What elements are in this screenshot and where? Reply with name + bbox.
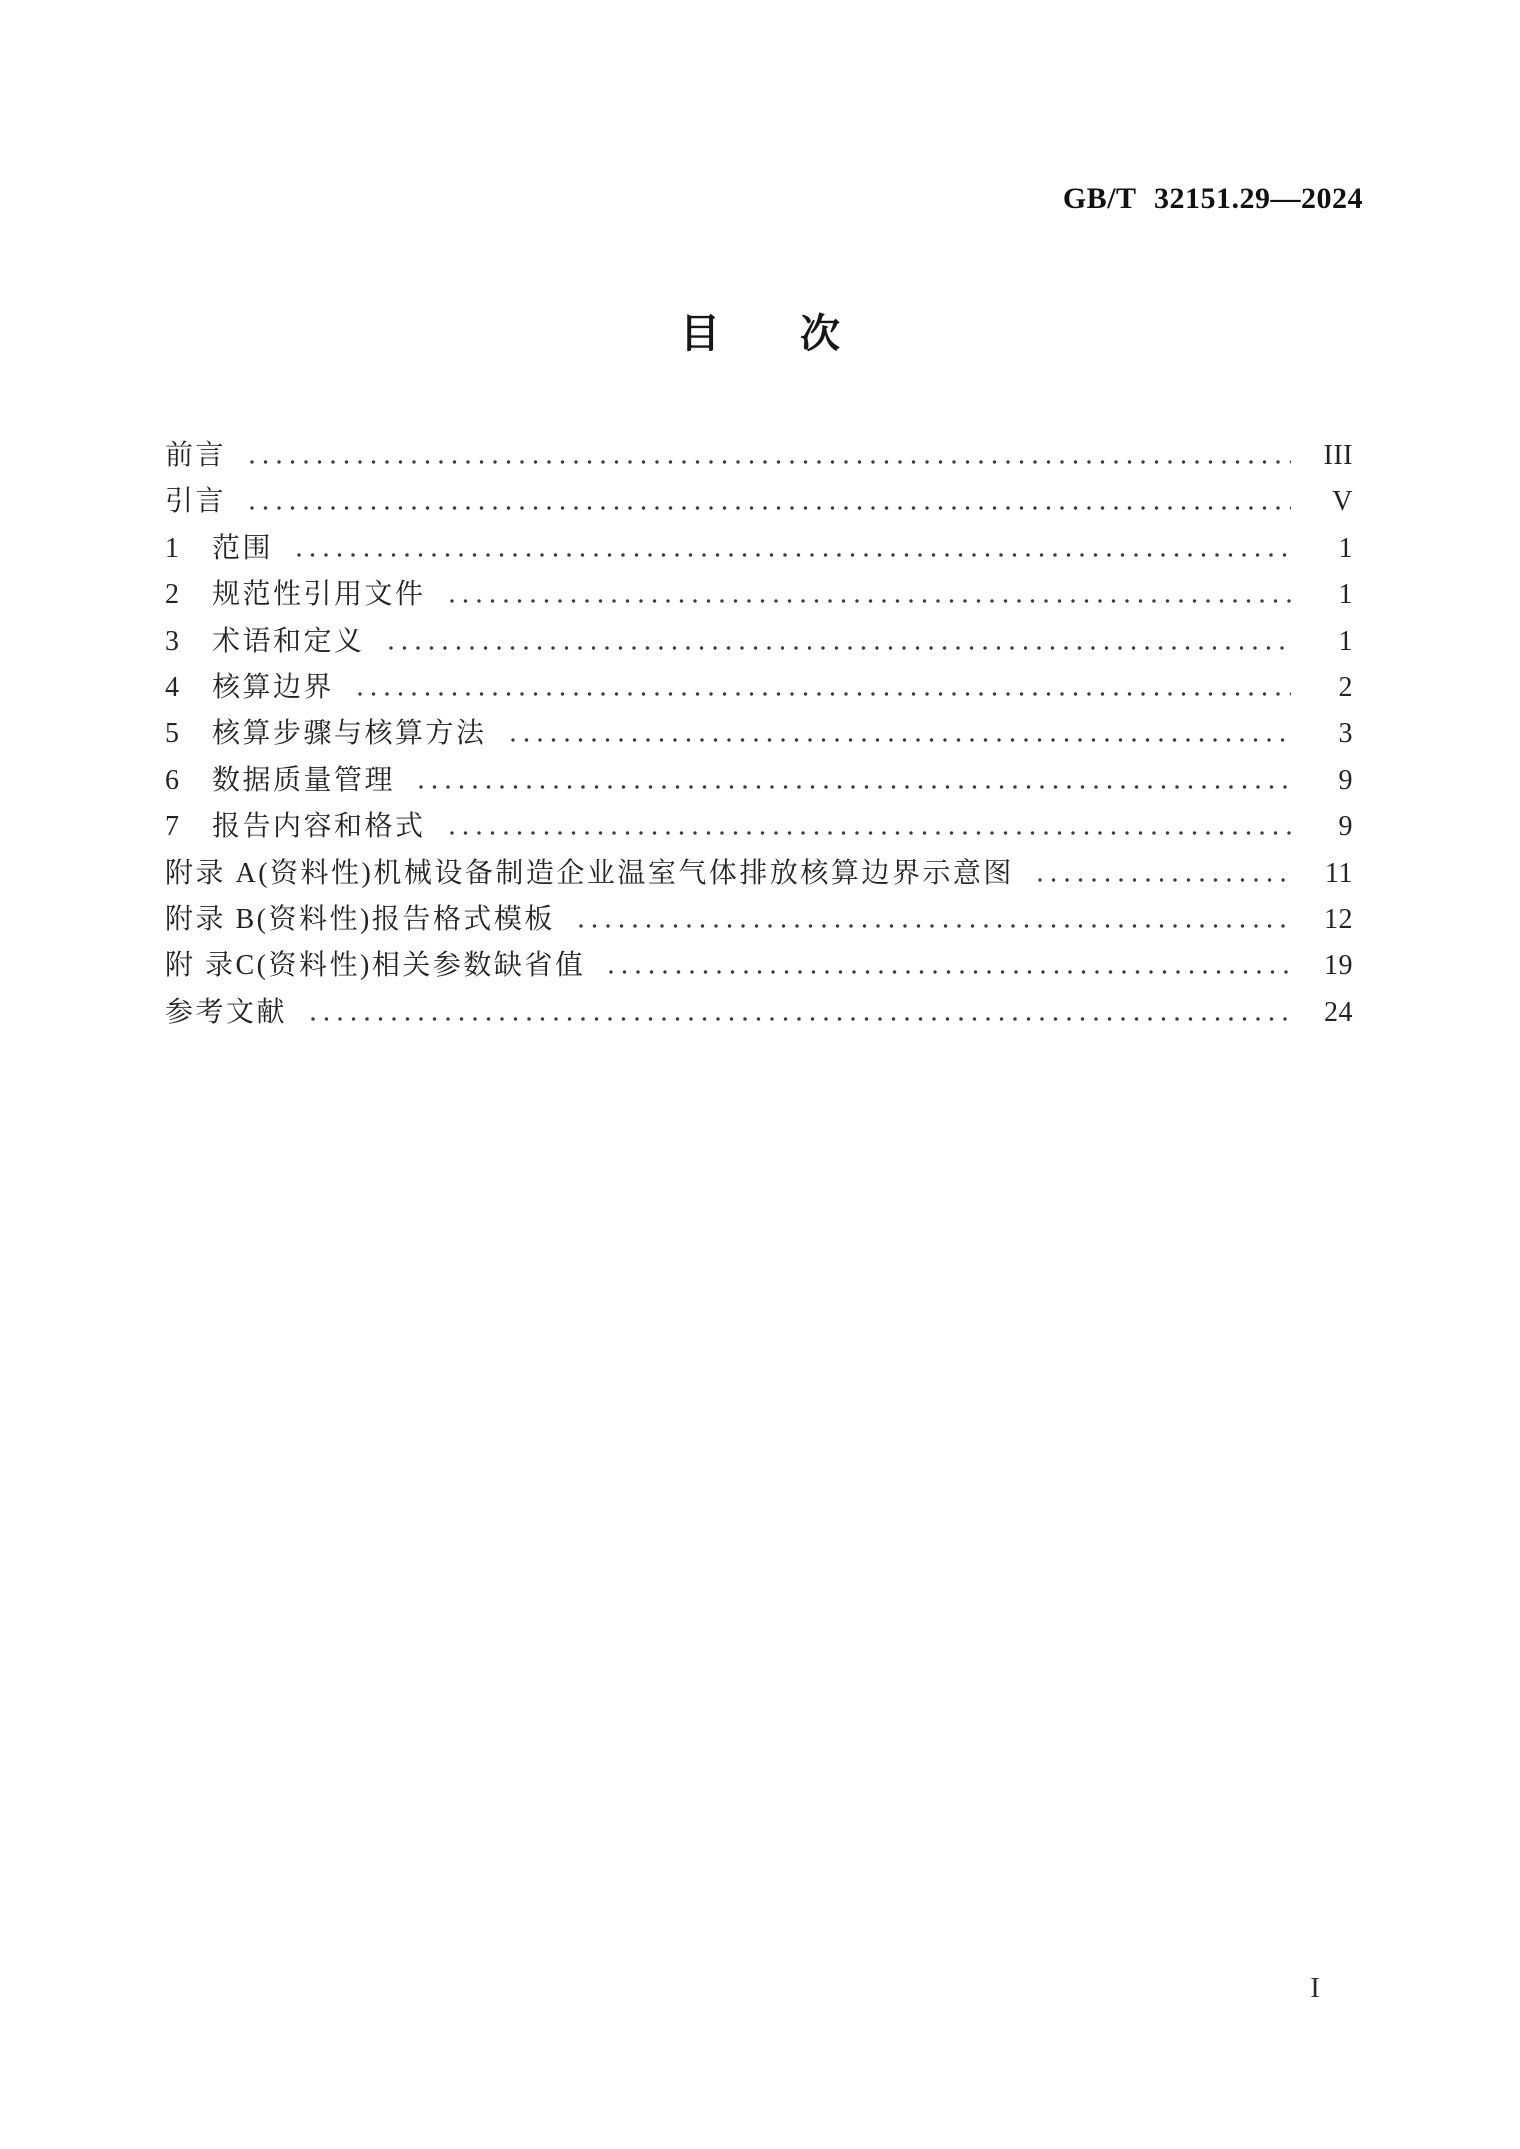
toc-entry-label: 规范性引用文件 bbox=[212, 579, 426, 611]
toc-entry-page: 3 bbox=[1338, 718, 1353, 750]
toc-entry-number: 1 bbox=[165, 532, 182, 564]
toc-entry-page: 9 bbox=[1338, 811, 1353, 843]
table-of-contents bbox=[165, 433, 1353, 1036]
toc-entry-label: 核算步骤与核算方法 bbox=[212, 718, 487, 750]
toc-entry-page: 24 bbox=[1324, 996, 1353, 1028]
toc-entry bbox=[165, 619, 1353, 665]
footer-page-number: I bbox=[1310, 1973, 1320, 2004]
toc-entry-label: 附 录C(资料性)相关参数缺省值 bbox=[165, 950, 586, 982]
toc-entry-page: 12 bbox=[1324, 903, 1353, 935]
toc-entry bbox=[165, 526, 1353, 572]
toc-entry-label: 报告内容和格式 bbox=[212, 811, 426, 843]
toc-entry-label: 数据质量管理 bbox=[212, 764, 396, 796]
dot-leader bbox=[250, 506, 1291, 510]
toc-entry-label: 附录 A(资料性)机械设备制造企业温室气体排放核算边界示意图 bbox=[165, 857, 1014, 889]
dot-leader bbox=[358, 692, 1291, 696]
toc-entry-label: 参考文献 bbox=[165, 996, 288, 1028]
toc-entry bbox=[165, 943, 1353, 989]
toc-entry-number: 5 bbox=[165, 718, 182, 750]
toc-entry-page: 19 bbox=[1324, 950, 1353, 982]
toc-entry-label: 附录 B(资料性)报告格式模板 bbox=[165, 903, 555, 935]
dot-leader bbox=[250, 460, 1291, 464]
standard-number-header: GB/T 32151.29—2024 bbox=[1062, 182, 1363, 215]
dot-leader bbox=[297, 553, 1291, 557]
toc-entry bbox=[165, 479, 1353, 525]
dot-leader bbox=[419, 785, 1291, 789]
toc-entry bbox=[165, 433, 1353, 479]
page-title: 目 次 bbox=[680, 311, 840, 356]
dot-leader bbox=[450, 831, 1291, 835]
dot-leader bbox=[511, 738, 1291, 742]
toc-entry bbox=[165, 758, 1353, 804]
toc-entry bbox=[165, 804, 1353, 850]
toc-entry-label: 引言 bbox=[165, 486, 227, 518]
toc-entry bbox=[165, 897, 1353, 943]
toc-entry-page: 11 bbox=[1325, 857, 1353, 889]
toc-entry-number: 4 bbox=[165, 671, 182, 703]
dot-leader bbox=[1038, 878, 1291, 882]
toc-entry-page: III bbox=[1323, 440, 1353, 471]
toc-entry-label: 核算边界 bbox=[212, 671, 335, 703]
dot-leader bbox=[450, 599, 1291, 603]
toc-entry-page: 2 bbox=[1338, 671, 1353, 703]
toc-entry-number: 6 bbox=[165, 764, 182, 796]
toc-entry-label: 术语和定义 bbox=[212, 625, 365, 657]
dot-leader bbox=[579, 924, 1291, 928]
toc-entry-number: 3 bbox=[165, 625, 182, 657]
toc-entry-page: 1 bbox=[1338, 625, 1353, 657]
dot-leader bbox=[311, 1017, 1291, 1021]
dot-leader bbox=[389, 646, 1291, 650]
toc-entry bbox=[165, 572, 1353, 618]
toc-entry-page: 1 bbox=[1338, 579, 1353, 611]
toc-entry-page: 9 bbox=[1338, 764, 1353, 796]
toc-entry-number: 2 bbox=[165, 579, 182, 611]
toc-entry-page: 1 bbox=[1338, 532, 1353, 564]
dot-leader bbox=[609, 970, 1291, 974]
toc-entry bbox=[165, 990, 1353, 1036]
toc-entry-label: 范围 bbox=[212, 532, 274, 564]
toc-entry-page: V bbox=[1332, 486, 1353, 518]
toc-entry bbox=[165, 665, 1353, 711]
toc-entry bbox=[165, 851, 1353, 897]
toc-entry bbox=[165, 711, 1353, 757]
toc-entry-number: 7 bbox=[165, 811, 182, 843]
toc-entry-label: 前言 bbox=[165, 440, 227, 471]
